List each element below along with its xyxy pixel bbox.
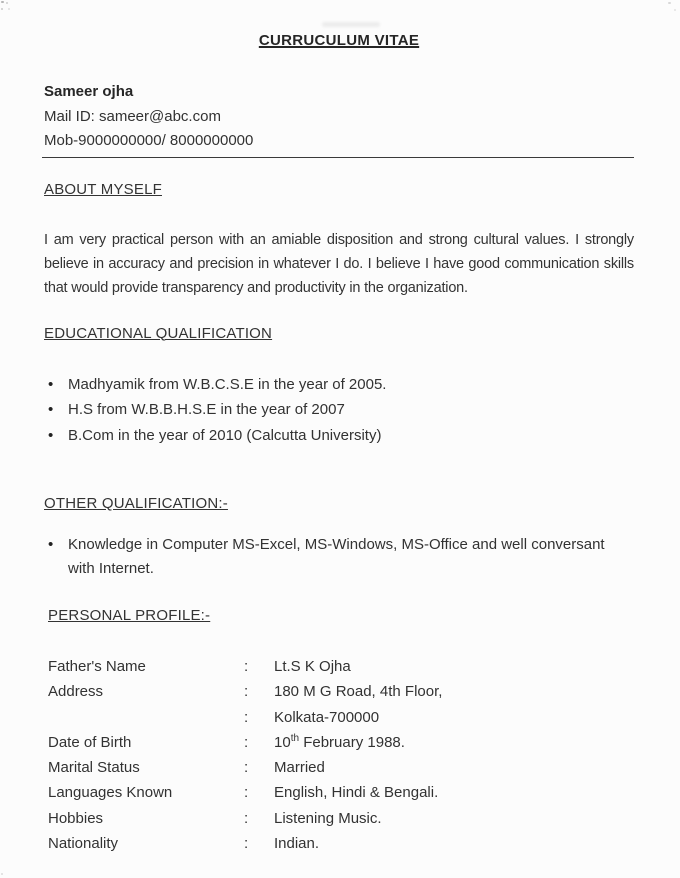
education-item: • Madhyamik from W.B.C.S.E in the year of 2005. [44,372,634,398]
profile-label: Marital Status [48,759,140,777]
profile-colon: : [244,809,249,827]
profile-value: Indian. [274,835,320,853]
scan-smudge [322,22,380,27]
profile-value: 180 M G Road, 4th Floor, [274,683,443,701]
contact-mobile: Mob-9000000000/ 8000000000 [44,132,254,149]
dob-rest: February 1988. [299,733,405,751]
profile-label: Father's Name [48,658,146,675]
other-qualification-item: • Knowledge in Computer MS-Excel, MS-Windows, MS-Office and well conversant with Internet. [44,533,634,581]
scan-speck [1,8,3,10]
profile-row-marital-status [48,755,634,780]
profile-value [274,730,634,755]
profile-label: Nationality [48,835,119,853]
profile-value: English, Hindi & Bengali. [274,784,439,802]
other-qualification-heading: OTHER QUALIFICATION:- [44,495,228,512]
scan-speck [668,2,671,4]
education-item: • B.Com in the year of 2010 (Calcutta University) [44,423,634,449]
profile-value: Listening Music. [274,809,382,827]
profile-row-date-of-birth [48,730,634,755]
profile-colon: : [244,708,249,726]
profile-label: Languages Known [48,784,173,802]
profile-value: Married [274,759,325,777]
about-myself-heading: ABOUT MYSELF [44,180,162,198]
profile-row-fathers-name [48,654,634,679]
scan-speck [8,8,10,10]
contact-mail: Mail ID: sameer@abc.com [44,107,221,125]
educational-qualification-list [44,372,634,449]
dob-ordinal: th [290,732,300,744]
profile-label: Address [48,683,104,701]
contact-block [44,80,634,154]
profile-label: Hobbies [48,809,104,827]
educational-qualification-heading: EDUCATIONAL QUALIFICATION [44,324,273,342]
personal-profile-heading: PERSONAL PROFILE:- [48,607,211,624]
profile-colon: : [244,784,249,802]
scan-speck [6,2,8,4]
profile-row-nationality [48,831,634,856]
profile-label [48,705,244,730]
profile-row-address-line2 [48,705,634,730]
education-item: • H.S from W.B.B.H.S.E in the year of 2007 [44,397,634,423]
profile-colon: : [244,658,249,675]
profile-label: Date of Birth [48,733,132,751]
profile-value: Kolkata-700000 [274,708,380,726]
profile-row-languages-known [48,780,634,805]
profile-colon: : [244,759,249,777]
profile-row-hobbies [48,806,634,831]
scan-speck [674,9,676,11]
section-divider [42,157,634,158]
other-qualification-list [44,533,634,581]
profile-colon: : [244,835,249,853]
dob-day: 10 [274,733,291,751]
contact-name: Sameer ojha [44,83,134,100]
personal-profile-table [44,654,634,856]
profile-row-address [48,679,634,704]
profile-colon: : [244,733,249,751]
profile-colon: : [244,683,249,701]
scan-speck [1,1,4,3]
page-title: CURRUCULUM VITAE [258,32,420,49]
profile-value: Lt.S K Ojha [274,658,351,675]
about-myself-paragraph: I am very practical person with an amiable disposition and strong cultural values. I strongly believe in accuracy and precision in whatever I do. I believe I have good communication skills that would provide transparency and productivity in the organization. [44,231,634,296]
scan-speck [1,873,3,875]
